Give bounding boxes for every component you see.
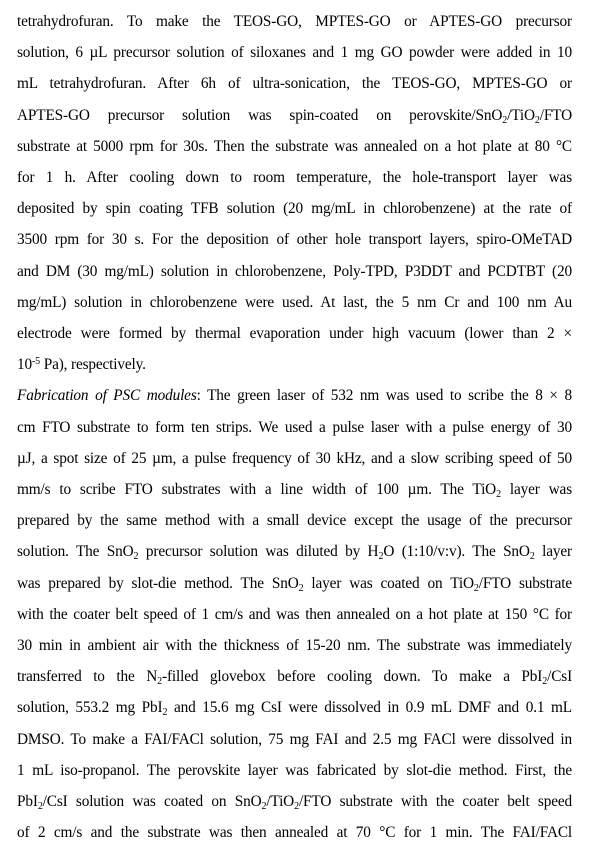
text-line bbox=[17, 349, 572, 380]
subscript: 2 bbox=[542, 676, 548, 688]
superscript: -5 bbox=[32, 356, 41, 368]
text-run: PbI bbox=[17, 793, 38, 811]
text-run: /FTO substrate with the coater belt speed bbox=[298, 793, 572, 811]
subscript: 2 bbox=[261, 801, 267, 813]
text-line: mL tetrahydrofuran. After 6h of ultra-sonication, the TEOS-GO, MPTES-GO or bbox=[17, 75, 572, 93]
text-run: transferred to the N bbox=[17, 668, 158, 686]
text-run: /TiO bbox=[266, 793, 295, 811]
text-run: solution, 553.2 mg PbI bbox=[17, 699, 163, 717]
section-heading: Fabrication of PSC modules bbox=[17, 387, 197, 405]
subscript: 2 bbox=[534, 114, 540, 126]
text-run: Pa), respectively. bbox=[40, 356, 146, 374]
text-run: solution. The SnO bbox=[17, 543, 134, 561]
text-line: DMSO. To make a FAI/FACl solution, 75 mg FAI and 2.5 mg FACl were dissolved in bbox=[17, 730, 572, 748]
text-line: prepared by the same method with a small device except the usage of the precursor bbox=[17, 512, 572, 530]
subscript: 2 bbox=[157, 676, 162, 688]
text-line bbox=[17, 536, 572, 567]
text-run: : The green laser of 532 nm was used to scribe the 8 × 8 bbox=[196, 387, 573, 405]
text-run: APTES-GO precursor solution was spin-coated on perovskite/SnO bbox=[17, 106, 503, 124]
text-line bbox=[17, 568, 572, 599]
text-line: and DM (30 mg/mL) solution in chlorobenzene, Poly-TPD, P3DDT and PCDTBT (20 bbox=[17, 262, 572, 280]
text-run: /FTO substrate bbox=[478, 574, 573, 592]
text-line: tetrahydrofuran. To make the TEOS-GO, MPTES-GO or APTES-GO precursor bbox=[17, 13, 572, 30]
subscript: 2 bbox=[378, 551, 384, 563]
paragraph-fabrication-details bbox=[17, 6, 572, 380]
subscript: 2 bbox=[133, 551, 139, 563]
text-run: and 15.6 mg CsI were dissolved in 0.9 mL DMF and 0.1 mL bbox=[167, 699, 572, 717]
text-line: with the coater belt speed of 1 cm/s and was then annealed on a hot plate at 150 °C for bbox=[17, 605, 572, 623]
text-run: /CsI solution was coated on SnO bbox=[42, 793, 262, 811]
text-line bbox=[17, 661, 572, 692]
paragraph-psc-modules bbox=[17, 380, 572, 848]
text-run: O (1:10/v:v). The SnO bbox=[383, 543, 530, 561]
text-run: layer was coated on TiO bbox=[303, 574, 474, 592]
text-line bbox=[17, 380, 572, 411]
subscript: 2 bbox=[473, 582, 479, 594]
text-run: layer bbox=[534, 543, 572, 561]
text-run: /CsI bbox=[547, 668, 573, 686]
text-line: deposited by spin coating TFB solution (20 mg/mL in chlorobenzene) at the rate of bbox=[17, 200, 572, 218]
subscript: 2 bbox=[502, 114, 508, 126]
text-line: 3500 rpm for 30 s. For the deposition of other hole transport layers, spiro-OMeTAD bbox=[17, 231, 572, 249]
text-run: precursor solution was diluted by H bbox=[138, 543, 379, 561]
text-run: /FTO bbox=[539, 106, 572, 124]
text-line bbox=[17, 100, 572, 131]
text-line: substrate at 5000 rpm for 30s. Then the substrate was annealed on a hot plate at 80 °C bbox=[17, 137, 572, 155]
text-run: was prepared by slot-die method. The SnO bbox=[17, 574, 299, 592]
subscript: 2 bbox=[298, 582, 304, 594]
text-line: 1 mL iso-propanol. The perovskite layer was fabricated by slot-die method. First, the bbox=[17, 761, 572, 779]
subscript: 2 bbox=[496, 489, 501, 501]
text-line bbox=[17, 786, 572, 817]
subscript: 2 bbox=[294, 801, 299, 813]
text-line bbox=[17, 692, 572, 723]
text-line: of 2 cm/s and the substrate was then annealed at 70 °C for 1 min. The FAI/FACl bbox=[17, 824, 572, 842]
subscript: 2 bbox=[37, 801, 43, 813]
text-run: layer was bbox=[500, 481, 572, 499]
text-line: for 1 h. After cooling down to room temperature, the hole-transport layer was bbox=[17, 169, 572, 187]
text-line: 30 min in ambient air with the thickness of 15-20 nm. The substrate was immediately bbox=[17, 637, 572, 655]
subscript: 2 bbox=[162, 707, 168, 719]
text-run: /TiO bbox=[507, 106, 535, 124]
text-line: electrode were formed by thermal evaporation under high vacuum (lower than 2 × bbox=[17, 325, 572, 343]
text-run: mm/s to scribe FTO substrates with a line width of 100 µm. The TiO bbox=[17, 481, 497, 499]
text-run: 10 bbox=[17, 356, 32, 374]
text-line bbox=[17, 474, 572, 505]
text-line: mg/mL) solution in chlorobenzene were used. At last, the 5 nm Cr and 100 nm Au bbox=[17, 293, 572, 311]
subscript: 2 bbox=[529, 551, 535, 563]
text-line: cm FTO substrate to form ten strips. We used a pulse laser with a pulse energy of 30 bbox=[17, 418, 572, 436]
text-line: µJ, a spot size of 25 µm, a pulse frequency of 30 kHz, and a slow scribing speed of 50 bbox=[17, 449, 572, 467]
text-run: -filled glovebox before cooling down. To make a PbI bbox=[162, 668, 543, 686]
text-line: solution, 6 µL precursor solution of siloxanes and 1 mg GO powder were added in 10 bbox=[17, 44, 572, 62]
